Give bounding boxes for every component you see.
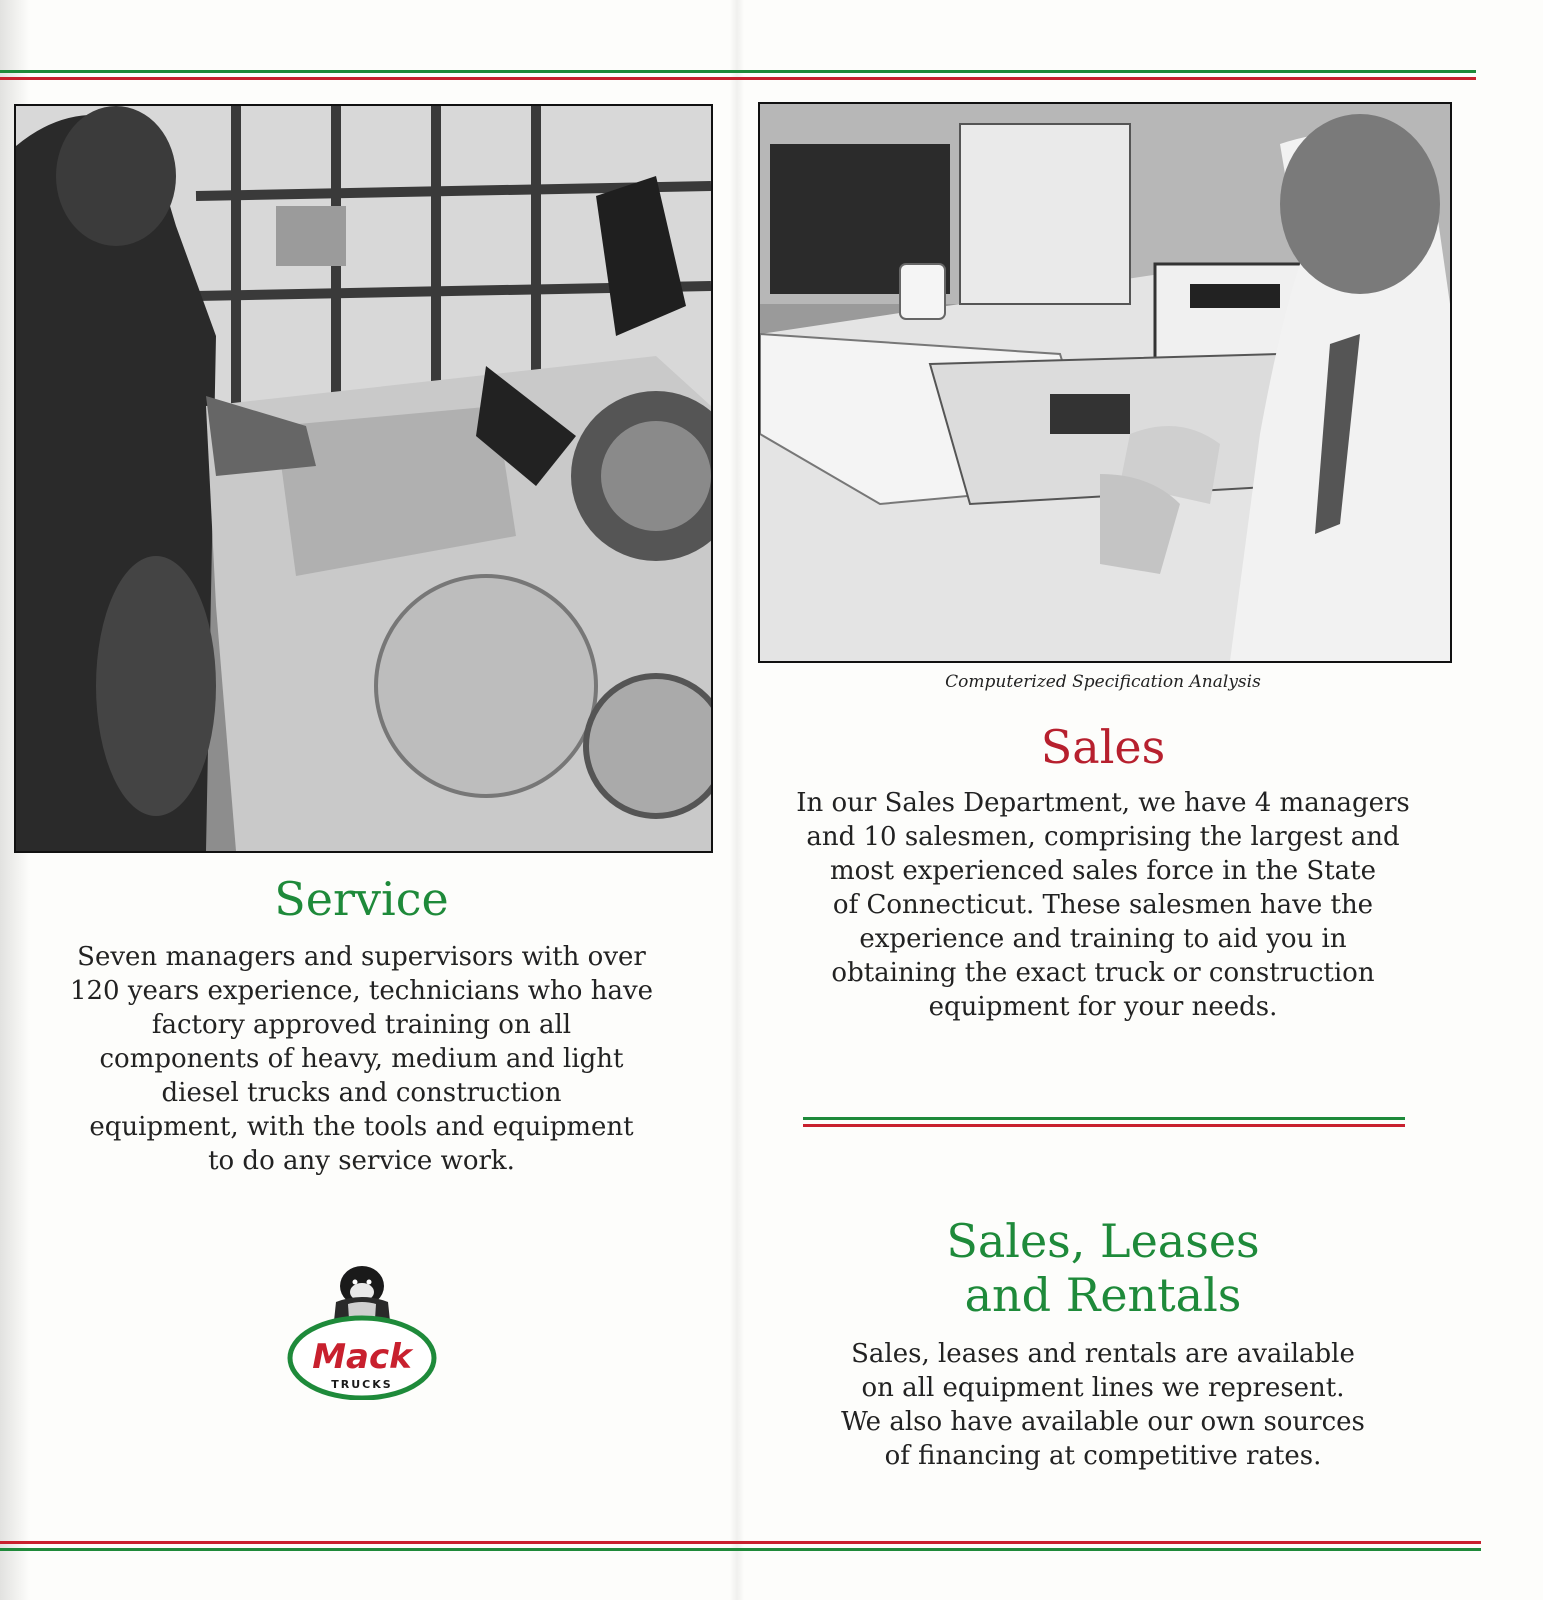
sales-line: obtaining the exact truck or construction <box>831 958 1375 988</box>
leases-line: We also have available our own sources <box>841 1407 1365 1437</box>
service-line: 120 years experience, technicians who have <box>69 976 654 1006</box>
service-line: diesel trucks and construction <box>161 1078 562 1108</box>
sales-line: In our Sales Department, we have 4 managers <box>796 788 1410 818</box>
sales-line: most experienced sales force in the State <box>829 856 1376 886</box>
logo-wordmark: Mack <box>312 1337 412 1377</box>
sales-line: and 10 salesmen, comprising the largest and <box>806 822 1400 852</box>
leases-heading <box>758 1214 1448 1322</box>
sales-photo <box>758 102 1452 663</box>
mack-trucks-logo <box>284 1244 440 1400</box>
service-line: Seven managers and supervisors with over <box>77 942 646 972</box>
sales-line: experience and training to aid you in <box>859 924 1347 954</box>
service-line: factory approved training on all <box>151 1010 572 1040</box>
leases-heading-line: and Rentals <box>964 1268 1242 1322</box>
top-rule <box>0 70 1476 80</box>
section-rule <box>803 1117 1405 1127</box>
leases-body <box>758 1337 1448 1473</box>
leases-heading-line: Sales, Leases <box>946 1214 1260 1268</box>
center-fold <box>730 0 744 1600</box>
service-line: equipment, with the tools and equipment <box>89 1112 634 1142</box>
sales-line: equipment for your needs. <box>928 992 1278 1022</box>
leases-line: Sales, leases and rentals are available <box>851 1339 1355 1369</box>
service-photo <box>14 104 713 853</box>
sales-heading: Sales <box>1040 720 1166 774</box>
sales-photo-caption: Computerized Specification Analysis <box>945 672 1261 692</box>
logo-subtitle: TRUCKS <box>331 1378 393 1391</box>
sales-body <box>758 786 1448 1024</box>
sales-line: of Connecticut. These salesmen have the <box>832 890 1374 920</box>
service-heading: Service <box>274 872 449 926</box>
leases-line: on all equipment lines we represent. <box>861 1373 1345 1403</box>
leases-line: of financing at competitive rates. <box>884 1441 1322 1471</box>
bottom-rule <box>0 1541 1481 1551</box>
service-line: to do any service work. <box>208 1146 515 1176</box>
service-line: components of heavy, medium and light <box>99 1044 624 1074</box>
service-body <box>14 940 709 1178</box>
